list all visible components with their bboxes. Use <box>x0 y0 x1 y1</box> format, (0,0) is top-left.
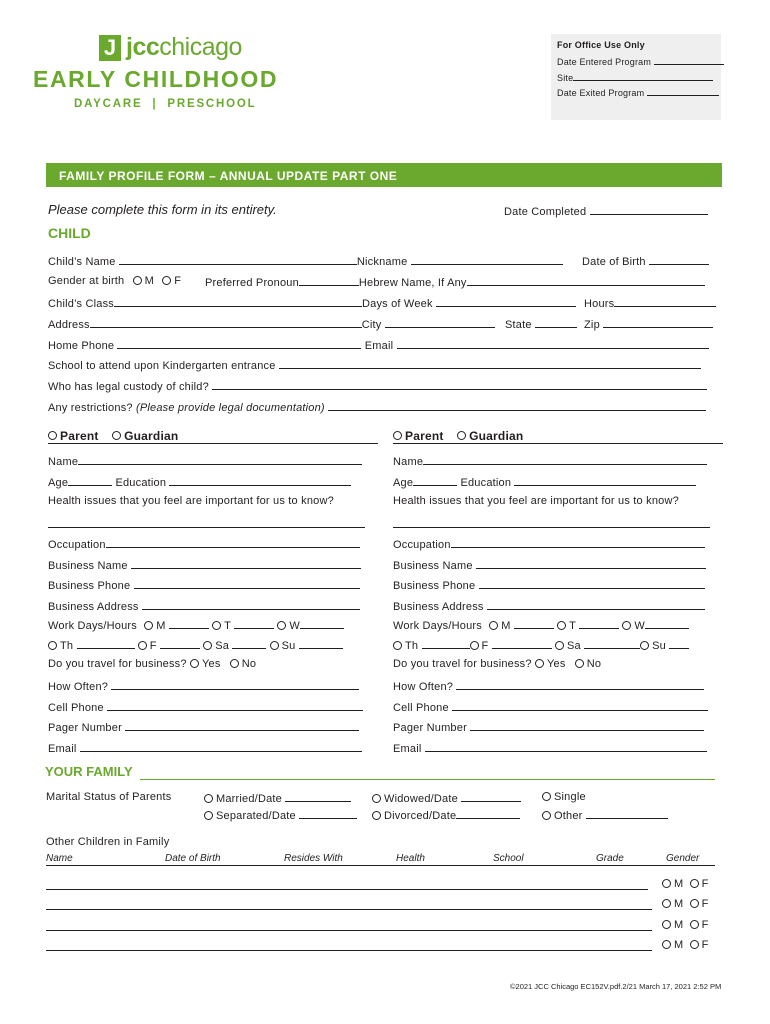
parent-right-business-address-field[interactable] <box>487 599 705 610</box>
parent-left-f-field[interactable] <box>160 638 200 649</box>
children-col-health: Health <box>396 853 425 864</box>
child-row-m-label: M <box>674 898 684 910</box>
date-completed-field[interactable] <box>590 204 708 215</box>
logo-mark: J <box>99 35 121 61</box>
parent-left-su-label: Su <box>281 640 296 652</box>
parent-left-m-label: M <box>156 620 166 632</box>
parent-left-th-radio[interactable] <box>48 641 57 650</box>
parent-left-w-label: W <box>289 620 301 632</box>
parent-right-name-field[interactable] <box>423 454 707 465</box>
single-option <box>542 791 586 803</box>
office-date-entered <box>557 57 724 67</box>
child-zip <box>584 317 713 331</box>
parent-right-w-label: W <box>634 620 646 632</box>
parent-right-sa-field[interactable] <box>584 638 640 649</box>
child-address-label: Address <box>48 319 90 331</box>
children-row-gender <box>662 919 709 931</box>
child-gender-f-radio[interactable] <box>162 276 171 285</box>
child-custody-row <box>48 379 707 393</box>
parent-left-email-field[interactable] <box>80 741 362 752</box>
parent-left-education-label: Education <box>115 477 167 489</box>
parent-left-pager-label: Pager Number <box>48 722 122 734</box>
parent-right-th-radio[interactable] <box>393 641 402 650</box>
parent-right-business-name-row <box>393 558 706 572</box>
parent-left-education-field[interactable] <box>169 475 351 486</box>
children-col-dob: Date of Birth <box>165 853 221 864</box>
logo-title: EARLY CHILDHOOD <box>33 66 279 92</box>
divorced-date-field[interactable] <box>456 808 520 819</box>
parent-left-name-row <box>48 454 362 468</box>
parent-right-email-row <box>393 741 707 755</box>
child-row-m-label: M <box>674 919 684 931</box>
parent-right-workdays-row1 <box>393 618 689 632</box>
parent-right-business-phone-row <box>393 578 705 592</box>
parent-right-business-address-label: Business Address <box>393 601 484 613</box>
child-city-label: City <box>361 319 382 331</box>
parent-left-business-name-label: Business Name <box>48 560 128 572</box>
child-phone-row <box>48 338 709 352</box>
child-pronoun-label: Preferred Pronoun <box>205 277 299 289</box>
parent-left-travel-no-label: No <box>241 658 257 670</box>
parent-left-email-row <box>48 741 362 755</box>
children-col-grade: Grade <box>596 853 624 864</box>
parent-right-travel-no-label: No <box>586 658 602 670</box>
parent-left-occupation-label: Occupation <box>48 539 106 551</box>
divorced-radio[interactable] <box>372 811 381 820</box>
parent-right-business-name-field[interactable] <box>476 558 706 569</box>
parent-right-age-field[interactable] <box>413 475 457 486</box>
child-row-f-label: F <box>701 878 709 890</box>
parent-left-type <box>48 429 178 443</box>
separated-date-field[interactable] <box>299 808 357 819</box>
parent-right-su-label: Su <box>652 640 666 652</box>
parent-right-occupation-row <box>393 537 705 551</box>
child-hours-label: Hours <box>584 298 615 310</box>
parent-left-occupation-field[interactable] <box>106 537 360 548</box>
parent-left-often-label: How Often? <box>48 681 109 693</box>
parent-right-occupation-field[interactable] <box>451 537 705 548</box>
parent-left-occupation-row <box>48 537 360 551</box>
parent-left-su-radio[interactable] <box>270 641 279 650</box>
widowed-label: Widowed/Date <box>384 793 458 805</box>
parent-left-business-phone-field[interactable] <box>134 578 360 589</box>
widowed-date-field[interactable] <box>461 791 521 802</box>
parent-left-sa-field[interactable] <box>232 638 266 649</box>
office-date-entered-field[interactable] <box>654 57 724 65</box>
child-school-row <box>48 358 701 372</box>
office-date-exited <box>557 88 719 98</box>
children-col-resides: Resides With <box>284 853 343 864</box>
office-site <box>557 73 713 83</box>
parent-left-health-label: Health issues that you feel are important for us to know? <box>48 495 334 507</box>
child-pronoun-field[interactable] <box>299 275 359 286</box>
parent-right-business-name-label: Business Name <box>393 560 473 572</box>
parent-left-workdays-row2 <box>48 638 343 652</box>
child-dob-field[interactable] <box>649 254 709 265</box>
parent-left-pager-field[interactable] <box>125 720 359 731</box>
child-heading: CHILD <box>48 225 91 241</box>
children-row-gender <box>662 878 709 890</box>
child-row-f-label: F <box>701 919 709 931</box>
widowed-option <box>372 791 521 805</box>
family-heading: YOUR FAMILY <box>45 764 133 779</box>
parent-left-parent-radio[interactable] <box>48 431 57 440</box>
parent-left-w-field[interactable] <box>300 618 344 629</box>
child-class-label: Child’s Class <box>48 298 114 310</box>
parent-right-travel-no-radio[interactable] <box>575 659 584 668</box>
child-custody-label: Who has legal custody of child? <box>48 381 209 393</box>
parent-left-t-radio[interactable] <box>212 621 221 630</box>
married-option <box>204 791 351 805</box>
child-class-row <box>48 296 576 310</box>
divorced-label: Divorced/Date <box>384 810 457 822</box>
parent-left-travel-yes-label: Yes <box>201 658 221 670</box>
child-restrictions-note: (Please provide legal documentation) <box>135 402 325 414</box>
child-home-phone-field[interactable] <box>117 338 361 349</box>
child-class-field[interactable] <box>114 296 362 307</box>
child-hebrew-label: Hebrew Name, If Any <box>358 277 467 289</box>
child-name-field[interactable] <box>119 254 357 265</box>
parent-left-th-field[interactable] <box>77 638 135 649</box>
parent-right-pager-row <box>393 720 704 734</box>
parent-left-name-label: Name <box>48 456 79 468</box>
parent-right-business-address-row <box>393 599 705 613</box>
child-school-label: School to attend upon Kindergarten entrance <box>48 360 276 372</box>
children-col-name: Name <box>46 853 73 864</box>
parent-left-th-label: Th <box>60 640 74 652</box>
child-restrictions-label: Any restrictions? <box>48 402 133 414</box>
parent-right-occupation-label: Occupation <box>393 539 451 551</box>
child-hebrew-field[interactable] <box>467 275 705 286</box>
child-city-field[interactable] <box>385 317 495 328</box>
logo-city: chicago <box>159 33 242 61</box>
child-row-f-radio[interactable] <box>690 899 699 908</box>
footer-text: ©2021 JCC Chicago EC152V.pdf.2/21 March 17, 2021 2:52 PM <box>510 982 722 991</box>
parent-right-th-label: Th <box>405 640 419 652</box>
child-dob <box>582 254 709 268</box>
single-radio[interactable] <box>542 792 551 801</box>
child-school-field[interactable] <box>279 358 701 369</box>
child-state <box>505 317 577 331</box>
logo-wordmark <box>126 33 242 62</box>
parent-right-sa-radio[interactable] <box>555 641 564 650</box>
parent-right-parent-radio[interactable] <box>393 431 402 440</box>
child-gender-row <box>48 275 181 287</box>
family-heading-rule <box>140 779 715 780</box>
parent-right-f-field[interactable] <box>492 638 552 649</box>
child-row-m-label: M <box>674 939 684 951</box>
logo-jcc: jcc <box>126 33 160 61</box>
child-row-m-radio[interactable] <box>662 920 671 929</box>
child-hours-field[interactable] <box>614 296 716 307</box>
parent-left-guardian-label: Guardian <box>124 429 179 443</box>
parent-right-th-field[interactable] <box>422 638 470 649</box>
other-label: Other <box>554 810 583 822</box>
single-label: Single <box>554 791 586 803</box>
separated-radio[interactable] <box>204 811 213 820</box>
parent-left-w-radio[interactable] <box>277 621 286 630</box>
parent-right-business-phone-label: Business Phone <box>393 580 476 592</box>
parent-right-often-label: How Often? <box>393 681 454 693</box>
parent-right-pager-label: Pager Number <box>393 722 467 734</box>
parent-left-workdays-label: Work Days/Hours <box>48 620 137 632</box>
parent-left-name-field[interactable] <box>78 454 362 465</box>
parent-left-f-radio[interactable] <box>138 641 147 650</box>
separated-label: Separated/Date <box>216 810 296 822</box>
child-row-f-label: F <box>701 939 709 951</box>
parent-right-age-row <box>393 475 696 489</box>
child-custody-field[interactable] <box>212 379 707 390</box>
married-label: Married/Date <box>216 793 282 805</box>
parent-left-business-name-row <box>48 558 361 572</box>
child-email-field[interactable] <box>397 338 709 349</box>
child-name-label: Child’s Name <box>48 256 116 268</box>
office-date-entered-label: Date Entered Program <box>557 57 652 67</box>
parent-right-w-radio[interactable] <box>622 621 631 630</box>
parent-left-age-label: Age <box>48 477 69 489</box>
parent-right-name-label: Name <box>393 456 424 468</box>
parent-left-travel-no-radio[interactable] <box>230 659 239 668</box>
instruction-text: Please complete this form in its entirety. <box>48 202 277 217</box>
parent-right-t-label: T <box>569 620 576 632</box>
parent-left-guardian-radio[interactable] <box>112 431 121 440</box>
parent-left-t-field[interactable] <box>234 618 274 629</box>
parent-left-parent-label: Parent <box>60 429 99 443</box>
parent-right-f-label: F <box>481 640 489 652</box>
parent-left-business-address-label: Business Address <box>48 601 139 613</box>
parent-right-education-field[interactable] <box>514 475 696 486</box>
parent-right-often-field[interactable] <box>456 679 704 690</box>
parent-right-guardian-radio[interactable] <box>457 431 466 440</box>
child-email-label: Email <box>364 340 394 352</box>
child-name-row <box>48 254 563 268</box>
children-row-line[interactable] <box>46 950 652 951</box>
parent-left-m-field[interactable] <box>169 618 209 629</box>
parent-right-m-field[interactable] <box>514 618 554 629</box>
date-completed-label: Date Completed <box>504 206 587 218</box>
parent-right-workdays-row2 <box>393 638 689 652</box>
parent-right-guardian-label: Guardian <box>469 429 524 443</box>
parent-right-age-label: Age <box>393 477 414 489</box>
children-row-gender <box>662 939 709 951</box>
date-completed <box>504 204 708 218</box>
child-row-f-label: F <box>701 898 709 910</box>
parent-left-age-row <box>48 475 351 489</box>
child-address-row <box>48 317 495 331</box>
parent-left-header-rule <box>48 443 378 444</box>
parent-left-cell-label: Cell Phone <box>48 702 104 714</box>
parent-right-email-field[interactable] <box>425 741 707 752</box>
parent-left-sa-radio[interactable] <box>203 641 212 650</box>
separated-option <box>204 808 357 822</box>
child-row-f-radio[interactable] <box>690 879 699 888</box>
parent-left-f-label: F <box>149 640 157 652</box>
parent-left-cell-field[interactable] <box>107 700 363 711</box>
parent-left-cell-row <box>48 700 363 714</box>
parent-right-cell-field[interactable] <box>452 700 708 711</box>
parent-right-business-phone-field[interactable] <box>479 578 705 589</box>
parent-right-m-label: M <box>501 620 511 632</box>
child-restrictions-field[interactable] <box>328 400 706 411</box>
parent-right-education-label: Education <box>460 477 512 489</box>
office-use-heading: For Office Use Only <box>557 40 645 50</box>
parent-left-workdays-row1 <box>48 618 344 632</box>
child-zip-field[interactable] <box>603 317 713 328</box>
child-days-label: Days of Week <box>361 298 433 310</box>
office-site-label: Site <box>557 73 574 83</box>
child-row-m-label: M <box>674 878 684 890</box>
child-dob-label: Date of Birth <box>582 256 646 268</box>
children-row-line[interactable] <box>46 930 652 931</box>
parent-left-often-row <box>48 679 359 693</box>
parent-right-travel-yes-label: Yes <box>546 658 566 670</box>
children-col-school: School <box>493 853 524 864</box>
parent-right-often-row <box>393 679 704 693</box>
parent-right-cell-row <box>393 700 708 714</box>
parent-left-business-name-field[interactable] <box>131 558 361 569</box>
children-header-rule <box>46 865 715 866</box>
child-nickname-field[interactable] <box>411 254 563 265</box>
children-col-gender: Gender <box>666 853 700 864</box>
married-date-field[interactable] <box>285 791 351 802</box>
child-row-f-radio[interactable] <box>690 940 699 949</box>
parent-right-travel-label: Do you travel for business? <box>393 658 532 670</box>
parent-left-travel-label: Do you travel for business? <box>48 658 187 670</box>
parent-left-age-field[interactable] <box>68 475 112 486</box>
child-row-f-radio[interactable] <box>690 920 699 929</box>
child-zip-label: Zip <box>584 319 600 331</box>
parent-right-f-radio[interactable] <box>470 641 479 650</box>
parent-right-name-row <box>393 454 707 468</box>
child-gender-m-radio[interactable] <box>133 276 142 285</box>
parent-right-cell-label: Cell Phone <box>393 702 449 714</box>
child-state-label: State <box>505 319 532 331</box>
parent-right-workdays-label: Work Days/Hours <box>393 620 482 632</box>
office-site-field[interactable] <box>573 73 713 81</box>
parent-left-business-phone-label: Business Phone <box>48 580 131 592</box>
parent-right-travel-yes-radio[interactable] <box>535 659 544 668</box>
office-date-exited-label: Date Exited Program <box>557 88 645 98</box>
children-row-line[interactable] <box>46 889 648 890</box>
children-row-gender <box>662 898 709 910</box>
parent-right-health-label: Health issues that you feel are important for us to know? <box>393 495 679 507</box>
child-row-m-radio[interactable] <box>662 899 671 908</box>
parent-left-business-address-field[interactable] <box>142 599 360 610</box>
parent-right-t-radio[interactable] <box>557 621 566 630</box>
married-radio[interactable] <box>204 794 213 803</box>
divorced-option <box>372 808 520 822</box>
form-title: FAMILY PROFILE FORM – ANNUAL UPDATE PART ONE <box>59 169 398 183</box>
other-children-label: Other Children in Family <box>46 836 170 848</box>
parent-left-business-phone-row <box>48 578 360 592</box>
child-gender-f-label: F <box>174 275 182 287</box>
parent-right-type <box>393 429 523 443</box>
parent-right-t-field[interactable] <box>579 618 619 629</box>
parent-left-su-field[interactable] <box>299 638 343 649</box>
child-days-field[interactable] <box>436 296 576 307</box>
parent-right-w-field[interactable] <box>645 618 689 629</box>
child-row-m-radio[interactable] <box>662 879 671 888</box>
parent-left-health-field[interactable] <box>48 527 365 528</box>
parent-right-sa-label: Sa <box>566 640 581 652</box>
parent-right-travel-row <box>393 658 601 670</box>
parent-left-m-radio[interactable] <box>144 621 153 630</box>
parent-left-travel-row <box>48 658 256 670</box>
other-field[interactable] <box>586 808 668 819</box>
child-home-phone-label: Home Phone <box>48 340 115 352</box>
parent-left-email-label: Email <box>48 743 77 755</box>
office-date-exited-field[interactable] <box>647 88 719 96</box>
child-address-field[interactable] <box>90 317 362 328</box>
other-option <box>542 808 668 822</box>
parent-left-pager-row <box>48 720 359 734</box>
parent-left-t-label: T <box>224 620 231 632</box>
child-restrictions-row <box>48 400 706 414</box>
parent-right-email-label: Email <box>393 743 422 755</box>
parent-right-su-field[interactable] <box>669 638 689 649</box>
logo-subtitle: DAYCARE | PRESCHOOL <box>74 98 257 110</box>
parent-right-health-field[interactable] <box>393 527 710 528</box>
child-hours <box>584 296 716 310</box>
child-nickname-label: Nickname <box>356 256 408 268</box>
child-state-field[interactable] <box>535 317 577 328</box>
children-row-line[interactable] <box>46 909 652 910</box>
widowed-radio[interactable] <box>372 794 381 803</box>
child-row-m-radio[interactable] <box>662 940 671 949</box>
parent-left-business-address-row <box>48 599 360 613</box>
parent-left-travel-yes-radio[interactable] <box>190 659 199 668</box>
child-pronoun-row <box>205 275 705 289</box>
parent-right-m-radio[interactable] <box>489 621 498 630</box>
parent-right-su-radio[interactable] <box>640 641 649 650</box>
child-gender-label: Gender at birth <box>48 275 125 287</box>
parent-right-header-rule <box>393 443 723 444</box>
child-gender-m-label: M <box>144 275 155 287</box>
parent-left-sa-label: Sa <box>215 640 230 652</box>
parent-right-parent-label: Parent <box>405 429 444 443</box>
other-radio[interactable] <box>542 811 551 820</box>
parent-right-pager-field[interactable] <box>470 720 704 731</box>
parent-left-often-field[interactable] <box>111 679 359 690</box>
marital-label: Marital Status of Parents <box>46 791 172 803</box>
